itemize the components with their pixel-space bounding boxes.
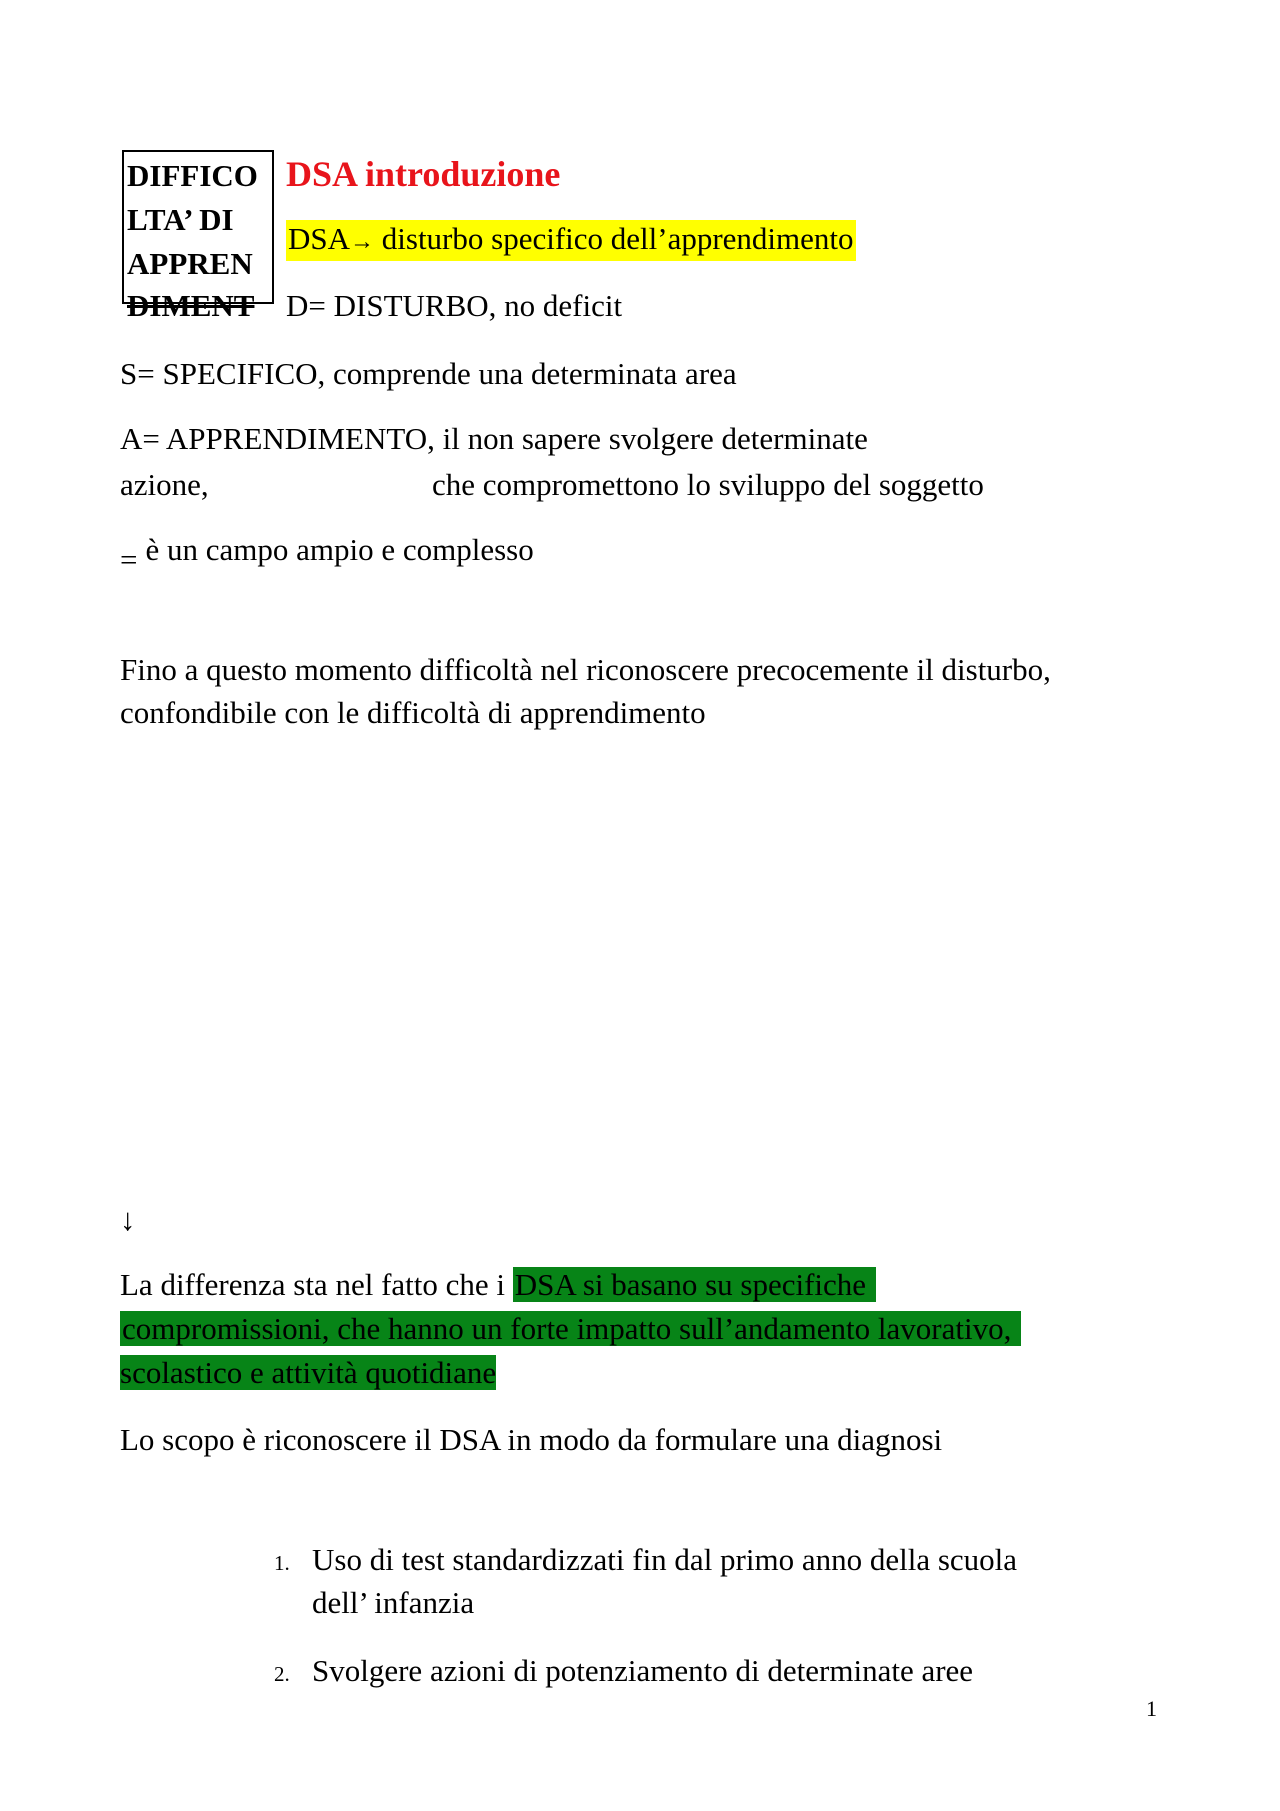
paragraph-diff-highlight-2: compromissioni, che hanno un forte impatto sull’andamento lavorativo,: [120, 1311, 1021, 1346]
page-number: 1: [1146, 1696, 1157, 1721]
paragraph-diff-line-3: [120, 1354, 496, 1392]
paragraph-fino-line-2: confondibile con le difficoltà di apprendimento: [120, 695, 706, 730]
definition-highlight: [286, 220, 856, 261]
scopo-line: Lo scopo è riconoscere il DSA in modo da formulare una diagnosi: [120, 1422, 943, 1457]
list-item-1-line-1: Uso di test standardizzati fin dal primo anno della scuola: [312, 1542, 1018, 1577]
paragraph-fino-line-1: Fino a questo momento difficoltà nel riconoscere precocemente il disturbo,: [120, 652, 1051, 687]
right-arrow-icon: →: [350, 229, 375, 255]
equals-icon: =: [120, 542, 138, 577]
paragraph-diff-line-2: [120, 1310, 1021, 1348]
letter-d-line: D= DISTURBO, no deficit: [286, 288, 623, 323]
paragraph-diff-plain: La differenza sta nel fatto che i: [120, 1267, 513, 1302]
definition-text: disturbo specifico dell’apprendimento: [374, 221, 854, 256]
list-item-1-line-2: dell’ infanzia: [312, 1585, 475, 1620]
paragraph-diff-highlight-3: scolastico e attività quotidiane: [120, 1355, 497, 1390]
boxed-heading-line-4: DIMENT: [127, 288, 255, 323]
page-title: DSA introduzione: [286, 154, 561, 194]
list-number-2: 2.: [274, 1662, 290, 1686]
list-number-1: 1.: [274, 1551, 290, 1575]
definition-prefix: DSA: [288, 221, 351, 256]
equals-line: [120, 531, 534, 577]
down-arrow-icon: ↓: [120, 1202, 136, 1237]
letter-s-line: S= SPECIFICO, comprende una determinata area: [120, 356, 737, 391]
paragraph-diff-highlight-1: DSA si basano su specifiche: [513, 1267, 876, 1302]
letter-a-line-1: A= APPRENDIMENTO, il non sapere svolgere determinate: [120, 421, 868, 456]
boxed-heading-line-2: LTA’ DI: [127, 202, 234, 237]
boxed-heading-line-1: DIFFICO: [127, 158, 258, 193]
equals-line-text: è un campo ampio e complesso: [145, 532, 534, 567]
list-item-2-line-1: Svolgere azioni di potenziamento di determinate aree: [312, 1653, 974, 1688]
letter-a-line-2-end: che compromettono lo sviluppo del soggetto: [432, 467, 984, 502]
boxed-heading-line-3: APPREN: [127, 246, 253, 281]
letter-a-line-2-start: azione,: [120, 467, 209, 502]
paragraph-diff-line-1: [120, 1266, 876, 1304]
boxed-heading: [122, 150, 274, 323]
